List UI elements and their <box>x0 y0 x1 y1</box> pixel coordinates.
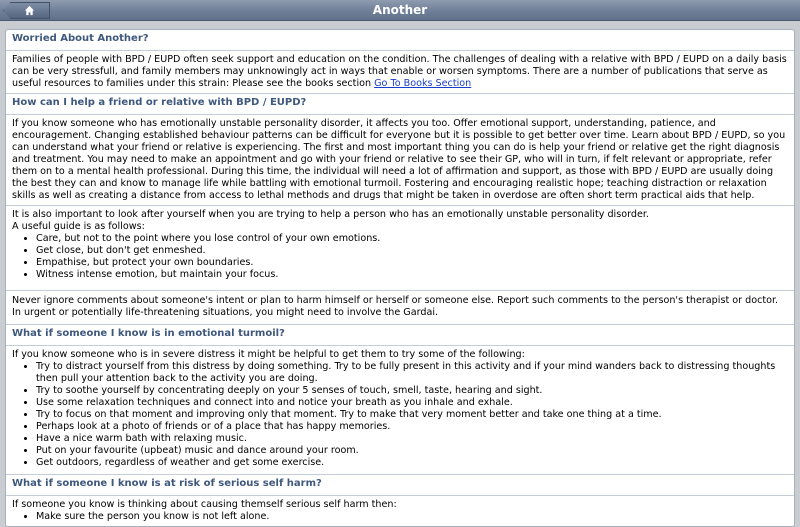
help-block-1 <box>6 115 794 206</box>
help-paragraph-1: If you know someone who has emotionally unstable personality disorder, it affects you too. Offer emotional support, understanding, patience, and encouragement. Changing established behaviour patterns can be difficult for everyone but it is possible to get better over time. Learn about BPD / EUPD, so you can understand what your friend or relative is experiencing. The first and most important thing you can do is help your friend or relative get the right diagnosis and treatment. You may need to make an appointment and go with your friend or relative to see their GP, who will in turn, if felt relevant or appropriate, refer them on to a mental health professional. During this time, the individual will need a lot of affirmation and support, as those with BPD / EUPD are usually doing the best they can and know to manage life while battling with emotional turmoil. Fostering and encouraging realistic hope; teaching distraction or relaxation skills as well as creating a distance from access to lethal methods and drugs that might be taken in overdose are often short term practical aids that help. <box>12 118 786 201</box>
list-item: • Perhaps look at a photo of friends or of a place that has happy memories. <box>36 421 788 433</box>
list-item: • Witness intense emotion, but maintain your focus. <box>36 269 788 281</box>
selfharm-block <box>6 496 794 526</box>
heading-emotional-turmoil: What if someone I know is in emotional turmoil? <box>6 325 794 346</box>
selfharm-intro: If someone you know is thinking about causing themself serious self harm then: <box>12 499 397 510</box>
worried-block <box>6 51 794 94</box>
help-block-3 <box>6 291 794 325</box>
heading-how-can-i-help: How can I help a friend or relative with BPD / EUPD? <box>6 94 794 115</box>
books-section-link[interactable]: Go To Books Section <box>374 78 472 89</box>
list-item: • Have a nice warm bath with relaxing music. <box>36 433 788 445</box>
selfharm-list <box>12 511 788 523</box>
help-paragraph-2: It is also important to look after yourself when you are trying to help a person who has an emotionally unstable personality disorder. <box>12 209 649 220</box>
turmoil-list <box>12 361 788 469</box>
content-scroll-area[interactable] <box>5 29 795 522</box>
list-item: • Try to distract yourself from this distress by doing something. Try to be fully present in this activity and if your mind wanders back to distressing thoughts then pull your attention back to the activity you are doing. <box>36 361 788 385</box>
help-paragraph-3: Never ignore comments about someone's intent or plan to harm himself or herself or someone else. Report such comments to the person's therapist or doctor. In urgent or potentially life-threatening situations, you might need to involve the Gardai. <box>12 295 779 318</box>
help-block-2 <box>6 206 794 291</box>
list-item: • Use some relaxation techniques and connect into and notice your breath as you inhale and exhale. <box>36 397 788 409</box>
guide-list <box>12 233 788 281</box>
list-item: • Try to focus on that moment and improving only that moment. Try to make that very moment better and take one thing at a time. <box>36 409 788 421</box>
page-title: Another <box>372 3 428 17</box>
list-item: • Empathise, but protect your own boundaries. <box>36 257 788 269</box>
heading-serious-self-harm: What if someone I know is at risk of serious self harm? <box>6 475 794 496</box>
list-item: • Get close, but don't get enmeshed. <box>36 245 788 257</box>
worried-intro-text: Families of people with BPD / EUPD often seek support and education on the condition. The challenges of dealing with a relative with BPD / EUPD on a daily basis can be very stressfull, and family members may unknowingly act in ways that enable or worsen symptoms. There are a number of publications that serve as useful resources to families under this strain: Please see the books section <box>12 54 787 89</box>
content-panel <box>5 29 795 527</box>
list-item: • Put on your favourite (upbeat) music and dance around your room. <box>36 445 788 457</box>
heading-worried-about-another: Worried About Another? <box>6 30 794 51</box>
list-item: • Make sure the person you know is not left alone. <box>36 511 788 523</box>
worried-intro-paragraph <box>12 54 788 90</box>
turmoil-block <box>6 346 794 475</box>
guide-intro: A useful guide is as follows: <box>12 221 145 232</box>
list-item: • Try to soothe yourself by concentrating deeply on your 5 senses of touch, smell, taste, hearing and sight. <box>36 385 788 397</box>
list-item: • Care, but not to the point where you lose control of your own emotions. <box>36 233 788 245</box>
list-item: • Get outdoors, regardless of weather and get some exercise. <box>36 457 788 469</box>
turmoil-intro: If you know someone who is in severe distress it might be helpful to get them to try some of the following: <box>12 349 525 360</box>
navigation-bar <box>0 0 800 21</box>
